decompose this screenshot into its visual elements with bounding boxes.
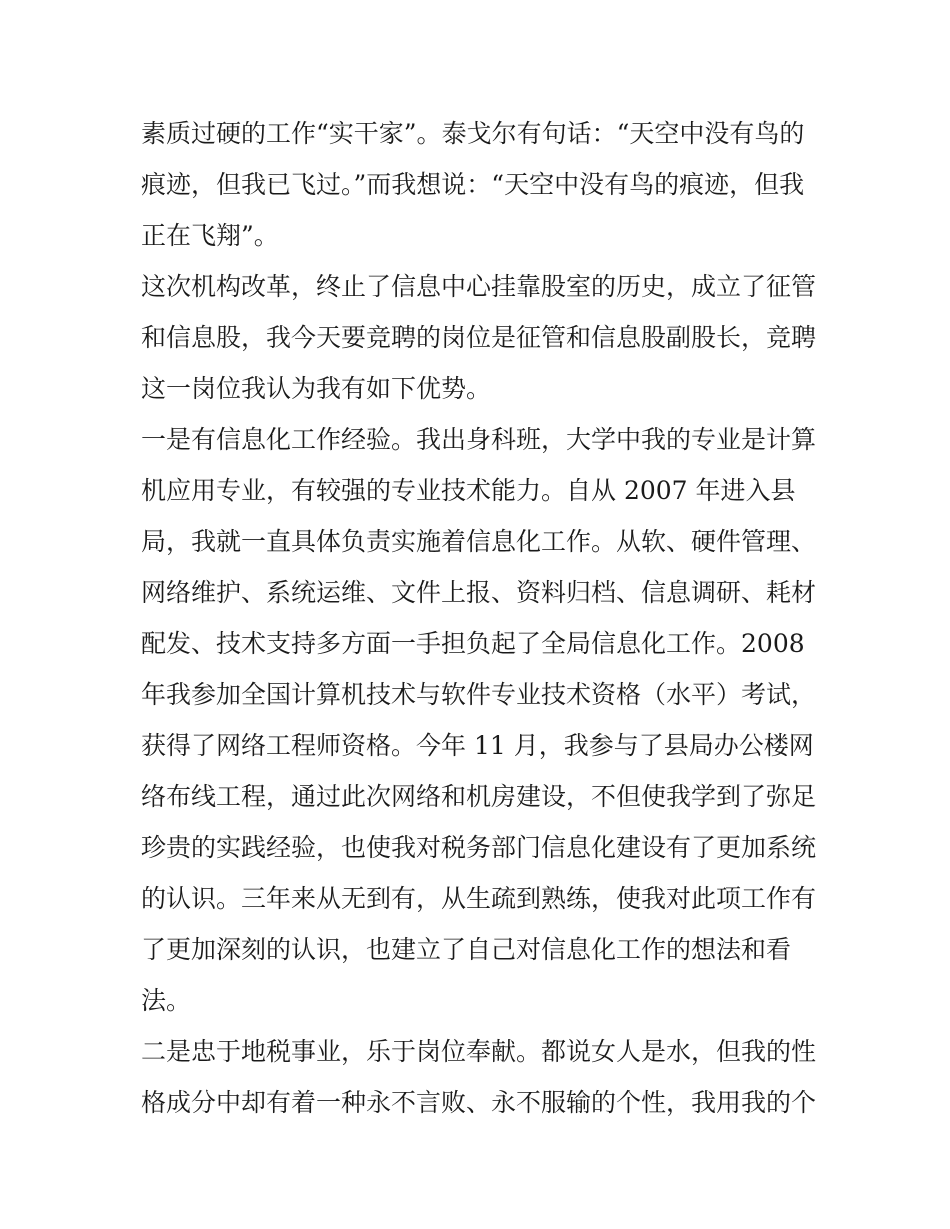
text-line: 获得了网络工程师资格。今年 11 月，我参与了县局办公楼网 [141, 731, 814, 760]
text-line: 这一岗位我认为我有如下优势。 [141, 374, 492, 403]
text-line: 络布线工程，通过此次网络和机房建设，不但使我学到了弥足 [141, 782, 817, 811]
text-line: 机应用专业，有较强的专业技术能力。自从 2007 年进入县 [141, 476, 796, 505]
text-line: 配发、技术支持多方面一手担负起了全局信息化工作。2008 [141, 629, 805, 658]
text-line: 网络维护、系统运维、文件上报、资料归档、信息调研、耗材 [141, 578, 817, 607]
text-line: 二是忠于地税事业，乐于岗位奉献。都说女人是水，但我的性 [141, 1037, 817, 1066]
body-text [141, 108, 821, 1128]
text-line: 正在飞翔”。 [141, 221, 279, 250]
text-line: 法。 [141, 986, 192, 1015]
text-line: 年我参加全国计算机技术与软件专业技术资格（水平）考试， [141, 680, 817, 709]
text-line: 珍贵的实践经验，也使我对税务部门信息化建设有了更加系统 [141, 833, 817, 862]
text-line: 了更加深刻的认识，也建立了自己对信息化工作的想法和看 [141, 935, 792, 964]
text-line: 局，我就一直具体负责实施着信息化工作。从软、硬件管理、 [141, 527, 817, 556]
text-line: 的认识。三年来从无到有，从生疏到熟练，使我对此项工作有 [141, 884, 817, 913]
text-line: 这次机构改革，终止了信息中心挂靠股室的历史，成立了征管 [141, 272, 817, 301]
text-line: 和信息股，我今天要竞聘的岗位是征管和信息股副股长，竞聘 [141, 323, 817, 352]
text-line: 格成分中却有着一种永不言败、永不服输的个性，我用我的个 [141, 1088, 817, 1117]
text-line: 素质过硬的工作“实干家”。泰戈尔有句话：“天空中没有鸟的 [141, 119, 805, 148]
text-line: 痕迹，但我已飞过。”而我想说：“天空中没有鸟的痕迹，但我 [141, 170, 805, 199]
text-line: 一是有信息化工作经验。我出身科班，大学中我的专业是计算 [141, 425, 817, 454]
